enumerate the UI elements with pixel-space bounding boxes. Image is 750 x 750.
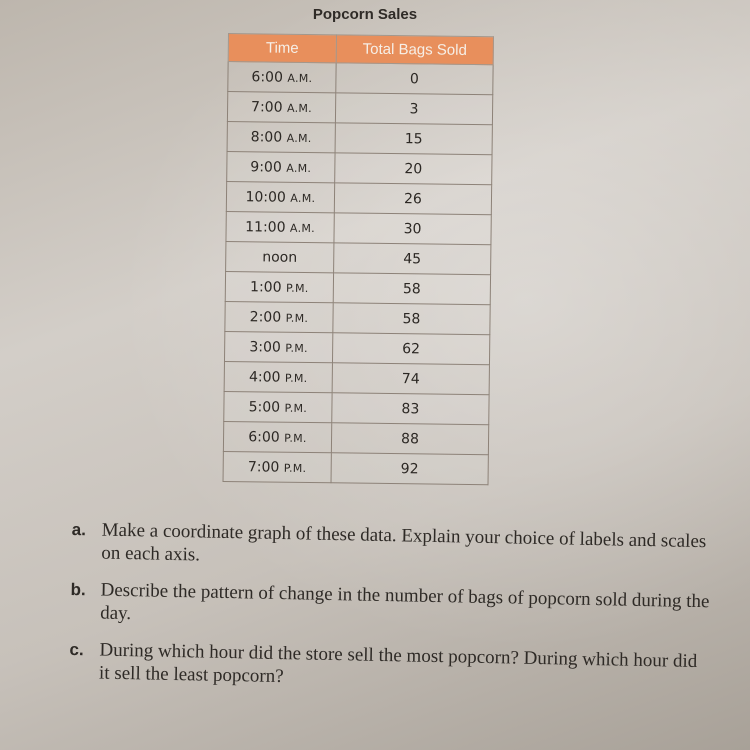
bags-sold-cell: 20 <box>335 153 492 185</box>
questions-list <box>69 518 712 710</box>
time-cell <box>228 62 336 93</box>
question-text: Describe the pattern of change in the number of bags of popcorn sold during the day. <box>99 579 710 625</box>
question-letter: c. <box>69 639 84 660</box>
bags-sold-cell: 45 <box>334 243 491 275</box>
question-letter: a. <box>71 519 87 540</box>
time-value: 1:00 <box>250 278 282 296</box>
time-suffix: A.M. <box>286 131 312 145</box>
table-row <box>224 391 489 424</box>
bags-sold-cell: 30 <box>334 213 491 245</box>
bags-sold-cell: 92 <box>331 453 488 485</box>
time-cell <box>225 301 333 332</box>
bags-sold-cell: 74 <box>332 363 489 395</box>
time-value: 4:00 <box>248 368 281 386</box>
time-value: 10:00 <box>245 188 287 206</box>
time-value: 6:00 <box>251 68 284 86</box>
table-row <box>228 62 493 95</box>
table-row <box>224 331 489 364</box>
time-suffix: A.M. <box>286 101 313 115</box>
time-suffix: A.M. <box>286 161 312 175</box>
time-cell <box>226 241 334 272</box>
header-time: Time <box>228 34 336 63</box>
time-cell <box>224 361 332 392</box>
table-row <box>224 361 489 394</box>
bags-sold-cell: 83 <box>332 393 489 425</box>
time-cell <box>224 331 332 362</box>
table-row <box>227 151 492 184</box>
bags-sold-cell: 62 <box>332 333 489 365</box>
table-row <box>227 92 492 125</box>
question-item <box>71 518 712 576</box>
time-suffix: P.M. <box>285 341 308 355</box>
time-cell <box>227 121 335 152</box>
question-text: Make a coordinate graph of these data. Explain your choice of labels and scales on each axis. <box>101 519 707 566</box>
time-suffix: P.M. <box>285 311 309 325</box>
bags-sold-cell: 26 <box>334 183 491 215</box>
bags-sold-cell: 15 <box>335 123 492 155</box>
question-letter: b. <box>70 579 86 600</box>
popcorn-sales-table <box>223 33 494 485</box>
table-row <box>223 451 488 484</box>
table-header-row <box>228 34 493 65</box>
table-row <box>225 301 490 334</box>
question-item <box>70 578 711 636</box>
time-cell <box>227 151 335 182</box>
time-value: 7:00 <box>251 98 283 116</box>
time-value: 8:00 <box>250 128 283 146</box>
table-row <box>225 271 490 304</box>
table-row <box>226 241 491 274</box>
header-total-bags-sold: Total Bags Sold <box>336 35 493 65</box>
bags-sold-cell: 3 <box>335 93 492 125</box>
bags-sold-cell: 88 <box>331 423 488 455</box>
bags-sold-cell: 58 <box>333 303 490 335</box>
time-value: 7:00 <box>247 458 280 476</box>
time-suffix: A.M. <box>287 71 313 85</box>
time-cell <box>223 421 331 452</box>
time-value: noon <box>262 248 298 266</box>
table-body <box>223 62 493 485</box>
time-cell <box>226 211 334 242</box>
question-text: During which hour did the store sell the most popcorn? During which hour did it sell the least popcorn? <box>98 639 698 688</box>
table-row <box>227 121 492 154</box>
time-value: 11:00 <box>245 218 286 236</box>
time-suffix: P.M. <box>285 281 309 295</box>
time-cell <box>224 391 332 422</box>
table-title: Popcorn Sales <box>312 6 418 23</box>
table-row <box>223 421 488 454</box>
time-value: 5:00 <box>248 398 281 416</box>
time-value: 6:00 <box>248 428 280 446</box>
time-suffix: P.M. <box>284 371 308 385</box>
time-suffix: A.M. <box>290 191 316 205</box>
time-suffix: P.M. <box>284 431 307 445</box>
time-cell <box>225 271 333 302</box>
time-suffix: P.M. <box>284 401 308 415</box>
bags-sold-cell: 58 <box>333 273 490 305</box>
question-item <box>69 638 710 696</box>
time-cell <box>226 181 334 212</box>
table-row <box>226 181 491 214</box>
time-value: 2:00 <box>249 308 282 326</box>
bags-sold-cell: 0 <box>336 63 493 95</box>
time-suffix: P.M. <box>283 461 307 475</box>
table-row <box>226 211 491 244</box>
time-cell <box>227 92 335 123</box>
time-value: 9:00 <box>250 158 282 176</box>
time-cell <box>223 451 331 482</box>
time-suffix: A.M. <box>289 221 316 235</box>
time-value: 3:00 <box>249 338 281 356</box>
